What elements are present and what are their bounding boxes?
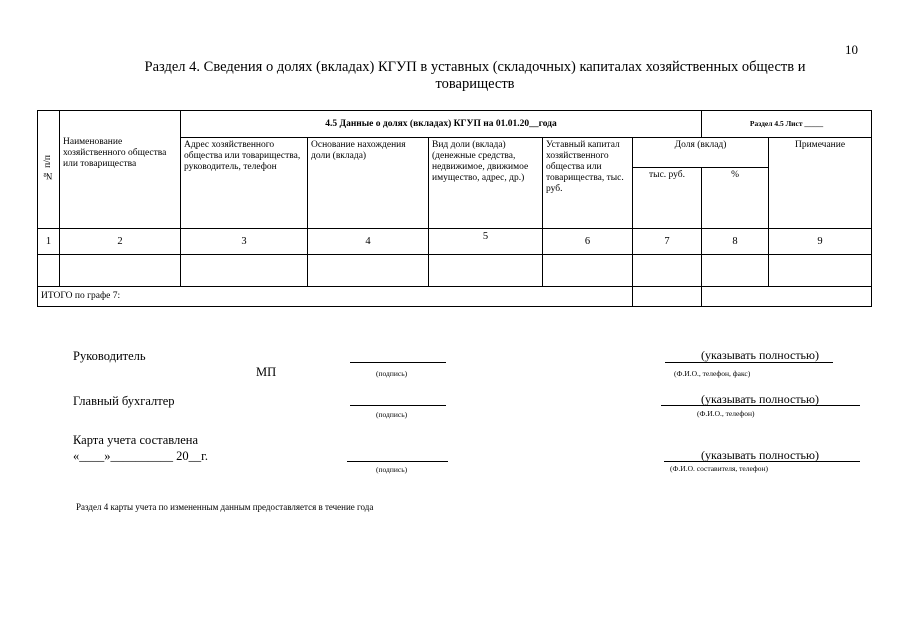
card-signature-caption: (подпись) — [376, 465, 408, 474]
col-header-capital: Уставный капитал хозяйственного общества или товарищества, тыс. руб. — [543, 138, 633, 229]
total-value-cell[interactable] — [633, 287, 702, 307]
accountant-label: Главный бухгалтер — [73, 394, 175, 408]
card-compiled-label: Карта учета составлена — [73, 433, 199, 447]
col-header-type: Вид доли (вклада) (денежные средства, недвижимое, движимое имущество, адрес, др.) — [429, 138, 543, 229]
accountant-signature-line[interactable] — [350, 405, 446, 406]
table-cell-empty[interactable] — [543, 255, 633, 287]
card-date-field[interactable]: «____»__________ 20__г. — [73, 449, 208, 463]
column-number: 9 — [769, 229, 872, 255]
table-cell-empty[interactable] — [769, 255, 872, 287]
footer-note: Раздел 4 карты учета по измененным данным предоставляется в течение года — [76, 502, 374, 512]
total-row — [38, 287, 872, 307]
col-header-address: Адрес хозяйственного общества или товарищества, руководитель, телефон — [181, 138, 308, 229]
sheet-label: Раздел 4.5 Лист _____ — [702, 111, 872, 138]
col-header-share: Доля (вклад) — [633, 138, 769, 168]
page-number: 10 — [845, 42, 858, 57]
stamp-place-label: МП — [256, 365, 277, 379]
accountant-signature-caption: (подпись) — [376, 410, 408, 419]
table-subtitle: 4.5 Данные о долях (вкладах) КГУП на 01.01.20__года — [181, 111, 702, 138]
col-header-num: № п/п — [38, 111, 60, 229]
total-label: ИТОГО по графе 7: — [38, 287, 633, 307]
card-fill-caption: (Ф.И.О. составителя, телефон) — [670, 464, 769, 473]
table-cell-empty[interactable] — [633, 255, 702, 287]
head-signature-line[interactable] — [350, 362, 446, 363]
col-header-name: Наименование хозяйственного общества или товарищества — [60, 111, 181, 229]
head-signature-caption: (подпись) — [376, 369, 408, 378]
column-number: 4 — [308, 229, 429, 255]
column-number: 2 — [60, 229, 181, 255]
col-header-share-pct: % — [702, 168, 769, 229]
section-title — [60, 59, 890, 93]
column-numbers-row — [38, 229, 872, 255]
head-label: Руководитель — [73, 349, 146, 363]
table-cell-empty[interactable] — [60, 255, 181, 287]
card-fill-text: (указывать полностью) — [701, 448, 819, 462]
col-header-share-rub: тыс. руб. — [633, 168, 702, 229]
section-title-line2: товариществ — [435, 76, 515, 92]
table-cell-empty[interactable] — [429, 255, 543, 287]
table-row — [38, 255, 872, 287]
section-title-line1: Раздел 4. Сведения о долях (вкладах) КГУП в уставных (складочных) капиталах хозяйственных обществ и — [144, 59, 806, 75]
column-number: 6 — [543, 229, 633, 255]
head-fill-caption: (Ф.И.О., телефон, факс) — [674, 369, 751, 378]
column-number: 7 — [633, 229, 702, 255]
table-cell-empty[interactable] — [702, 255, 769, 287]
table-cell-empty[interactable] — [181, 255, 308, 287]
column-number: 5 — [429, 229, 543, 255]
column-number: 8 — [702, 229, 769, 255]
card-signature-line[interactable] — [347, 461, 448, 462]
table-cell-empty[interactable] — [38, 255, 60, 287]
accountant-fill-caption: (Ф.И.О., телефон) — [697, 409, 755, 418]
table-cell-empty[interactable] — [308, 255, 429, 287]
shares-table — [37, 110, 872, 307]
accountant-fill-text: (указывать полностью) — [701, 392, 819, 406]
total-empty-cell — [702, 287, 872, 307]
col-header-note: Примечание — [769, 138, 872, 229]
column-number: 1 — [38, 229, 60, 255]
head-fill-text: (указывать полностью) — [701, 348, 819, 362]
column-number: 3 — [181, 229, 308, 255]
col-header-basis: Основание нахождения доли (вклада) — [308, 138, 429, 229]
